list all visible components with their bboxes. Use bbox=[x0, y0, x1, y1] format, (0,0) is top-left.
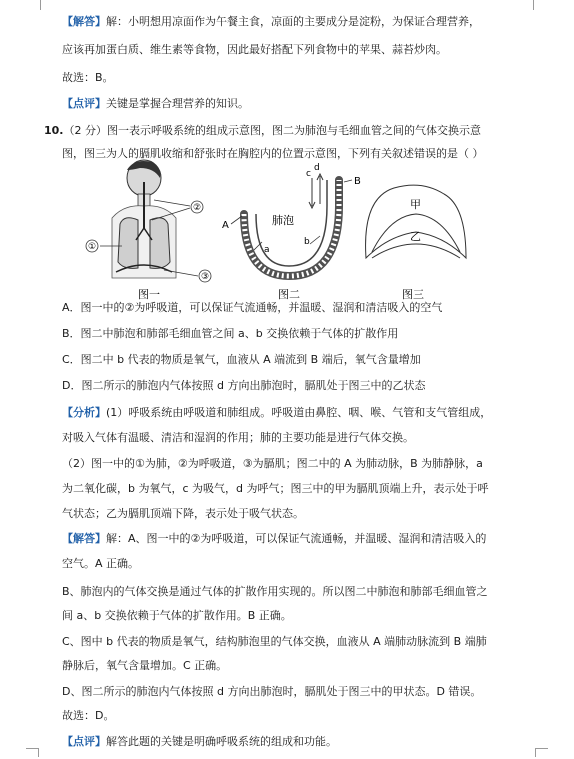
prev-comment-tag: 【点评】 bbox=[62, 97, 106, 110]
crop-mark-top-left bbox=[30, 0, 41, 10]
prev-comment: 【点评】关键是掌握合理营养的知识。 bbox=[62, 97, 249, 110]
prev-answer-line-1: 【解答】解：小明想用凉面作为午餐主食，凉面的主要成分是淀粉，为保证合理营养， bbox=[62, 15, 480, 28]
q10-option-d: D．图二所示的肺泡内气体按照 d 方向出肺泡时，膈肌处于图三中的乙状态 bbox=[62, 379, 426, 392]
q10-stem-line-2: 图，图三为人的膈肌收缩和舒张时在胸腔内的位置示意图，下列有关叙述错误的是（ ） bbox=[62, 147, 484, 160]
fig2-label-a: a bbox=[264, 245, 270, 255]
fig2-pointer-B bbox=[344, 180, 352, 182]
q10-analysis-tag: 【分析】 bbox=[62, 406, 106, 419]
fig3-label-yi: 乙 bbox=[410, 230, 421, 243]
q10-analysis-line-3: （2）图一中的①为肺，②为呼吸道，③为膈肌；图二中的 A 为肺动脉，B 为肺静脉，a bbox=[62, 457, 483, 470]
fig2-alveolus-label: 肺泡 bbox=[272, 214, 294, 227]
q10-analysis-line-1: 【分析】(1）呼吸系统由呼吸道和肺组成。呼吸道由鼻腔、咽、喉、气管和支气管组成， bbox=[62, 406, 492, 419]
fig2-arrow-b bbox=[310, 236, 320, 244]
q10-analysis-line-5: 气状态；乙为膈肌顶端下降，表示处于吸气状态。 bbox=[62, 507, 304, 520]
q10-stem-line-1: 10.（2 分）图一表示呼吸系统的组成示意图，图二为肺泡与毛细血管之间的气体交换示意 bbox=[44, 124, 481, 137]
fig3-chest-outline bbox=[366, 185, 466, 258]
fig3-diaphragm-lowered bbox=[372, 244, 460, 258]
fig3-caption: 图三 bbox=[402, 288, 424, 301]
q10-analysis-line-4: 为二氧化碳，b 为氧气，c 为吸气，d 为呼气；图三中的甲为膈肌顶端上升，表示处于呼 bbox=[62, 482, 489, 495]
q10-answer-tag: 【解答】 bbox=[62, 532, 106, 545]
q10-option-a: A．图一中的②为呼吸道，可以保证气流通畅，并温暖、湿润和清洁吸入的空气 bbox=[62, 301, 443, 314]
q10-analysis-line-2: 对吸入气体有温暖、清洁和湿润的作用；肺的主要功能是进行气体交换。 bbox=[62, 431, 414, 444]
fig1-respiratory-system bbox=[86, 160, 211, 301]
fig1-caption: 图一 bbox=[138, 288, 160, 301]
fig1-pointer-2a bbox=[154, 200, 190, 206]
q10-option-c: C．图二中 b 代表的物质是氧气，血液从 A 端流到 B 端后，氧气含量增加 bbox=[62, 353, 421, 366]
q10-number: 10. bbox=[44, 124, 64, 137]
fig2-label-A: A bbox=[222, 220, 229, 231]
prev-answer-line-2: 应该再加蛋白质、维生素等食物，因此最好搭配下列食物中的苹果、蒜苔炒肉。 bbox=[62, 43, 447, 56]
fig3-label-jia: 甲 bbox=[410, 198, 421, 211]
q10-comment: 【点评】解答此题的关键是明确呼吸系统的组成和功能。 bbox=[62, 735, 337, 748]
fig1-label-2: ② bbox=[192, 203, 202, 213]
fig3-diaphragm bbox=[366, 185, 466, 301]
q10-choice: 故选：D。 bbox=[62, 709, 115, 722]
fig1-label-1: ① bbox=[87, 242, 97, 252]
prev-answer-tag: 【解答】 bbox=[62, 15, 106, 28]
q10-answer-a-line-1: 【解答】解：A、图一中的②为呼吸道，可以保证气流通畅，并温暖、湿润和清洁吸入的 bbox=[62, 532, 487, 545]
q10-answer-d-line-1: D、图二所示的肺泡内气体按照 d 方向出肺泡时，膈肌处于图三中的甲状态。D 错误。 bbox=[62, 685, 482, 698]
fig2-label-d: d bbox=[314, 163, 320, 173]
q10-comment-tag: 【点评】 bbox=[62, 735, 106, 748]
crop-mark-top-right bbox=[533, 0, 544, 10]
q10-option-b: B．图二中肺泡和肺部毛细血管之间 a、b 交换依赖于气体的扩散作用 bbox=[62, 327, 399, 340]
q10-answer-c-line-1: C、图中 b 代表的物质是氧气，结构肺泡里的气体交换，血液从 A 端肺动脉流到 B 端肺 bbox=[62, 635, 487, 648]
fig1-left-lung bbox=[118, 218, 138, 269]
q10-answer-b-line-1: B、肺泡内的气体交换是通过气体的扩散作用实现的。所以图二中肺泡和肺部毛细血管之 bbox=[62, 585, 488, 598]
fig2-alveolus-exchange bbox=[222, 163, 361, 301]
crop-mark-bottom-left bbox=[26, 748, 39, 757]
crop-mark-bottom-right bbox=[535, 748, 548, 757]
fig1-label-3: ③ bbox=[200, 272, 210, 282]
fig2-label-b: b bbox=[304, 237, 310, 247]
fig1-right-lung bbox=[150, 218, 170, 269]
fig2-caption: 图二 bbox=[278, 288, 300, 301]
q10-answer-c-line-2: 静脉后，氧气含量增加。C 正确。 bbox=[62, 659, 228, 672]
fig2-label-B: B bbox=[354, 176, 361, 187]
q10-answer-b-line-2: 间 a、b 交换依赖于气体的扩散作用。B 正确。 bbox=[62, 609, 292, 622]
prev-choice: 故选：B。 bbox=[62, 71, 114, 84]
q10-answer-a-line-2: 空气。A 正确。 bbox=[62, 557, 140, 570]
fig2-label-c: c bbox=[306, 169, 311, 179]
